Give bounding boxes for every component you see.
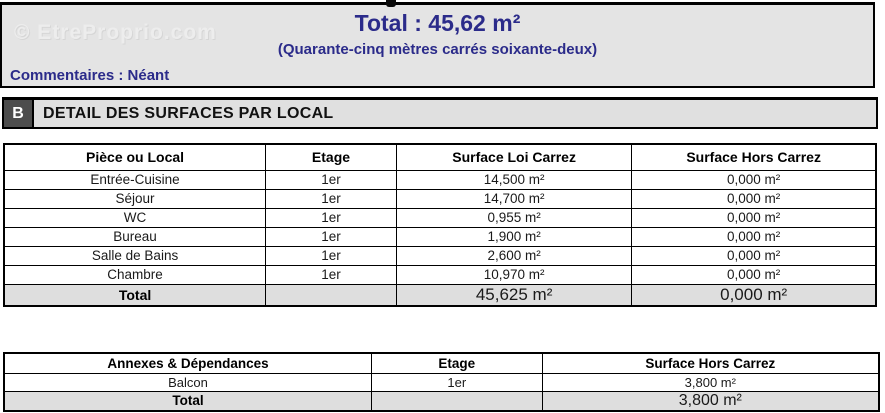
cell-hors: 0,000 m² xyxy=(632,208,876,227)
table-row xyxy=(4,170,876,189)
cell-etage: 1er xyxy=(372,373,543,391)
total-label: Total xyxy=(4,391,372,411)
table-row xyxy=(4,373,879,391)
total-etage-empty xyxy=(266,284,397,306)
header-surface-loi-carrez: Surface Loi Carrez xyxy=(396,144,631,170)
section-b-header xyxy=(2,97,878,129)
cell-etage: 1er xyxy=(266,170,397,189)
total-hors-value: 0,000 m² xyxy=(632,284,876,306)
table-row xyxy=(4,265,876,284)
cell-piece: Salle de Bains xyxy=(4,246,266,265)
watermark-text: © EtreProprio.com xyxy=(14,21,217,44)
annexes-table xyxy=(3,352,880,412)
section-title: DETAIL DES SURFACES PAR LOCAL xyxy=(43,104,334,122)
cell-etage: 1er xyxy=(266,246,397,265)
comments-line: Commentaires : Néant xyxy=(10,67,170,85)
summary-panel xyxy=(0,2,875,88)
total-etage-empty xyxy=(372,391,543,411)
header-piece-ou-local: Pièce ou Local xyxy=(4,144,266,170)
annexes-header-row xyxy=(4,353,879,373)
total-label: Total xyxy=(4,284,266,306)
cell-carrez: 2,600 m² xyxy=(396,246,631,265)
surfaces-header-row xyxy=(4,144,876,170)
cell-hors: 0,000 m² xyxy=(632,189,876,208)
cell-hors: 0,000 m² xyxy=(632,265,876,284)
total-hors-value: 3,800 m² xyxy=(542,391,879,411)
table-row xyxy=(4,208,876,227)
header-etage: Etage xyxy=(266,144,397,170)
cell-hors: 0,000 m² xyxy=(632,227,876,246)
surfaces-total-row xyxy=(4,284,876,306)
cell-annexe: Balcon xyxy=(4,373,372,391)
total-surface-in-words: (Quarante-cinq mètres carrés soixante-deux) xyxy=(277,41,598,59)
cell-carrez: 10,970 m² xyxy=(396,265,631,284)
cell-hors: 3,800 m² xyxy=(542,373,879,391)
surfaces-table xyxy=(3,143,877,307)
total-carrez-value: 45,625 m² xyxy=(396,284,631,306)
table-row xyxy=(4,227,876,246)
cell-piece: WC xyxy=(4,208,266,227)
cell-carrez: 14,700 m² xyxy=(396,189,631,208)
table-row xyxy=(4,246,876,265)
cell-hors: 0,000 m² xyxy=(632,246,876,265)
cell-piece: Chambre xyxy=(4,265,266,284)
cell-piece: Séjour xyxy=(4,189,266,208)
header-surface-hors-carrez: Surface Hors Carrez xyxy=(632,144,876,170)
section-letter-badge: B xyxy=(4,100,34,127)
cell-etage: 1er xyxy=(266,265,397,284)
header-annexes-dependances: Annexes & Dépendances xyxy=(4,353,372,373)
cell-carrez: 1,900 m² xyxy=(396,227,631,246)
header-etage: Etage xyxy=(372,353,543,373)
total-surface-heading: Total : 45,62 m² xyxy=(354,10,521,36)
cell-carrez: 14,500 m² xyxy=(396,170,631,189)
cell-carrez: 0,955 m² xyxy=(396,208,631,227)
cell-etage: 1er xyxy=(266,189,397,208)
annexes-total-row xyxy=(4,391,879,411)
cropped-text-remnant xyxy=(386,0,396,7)
cell-etage: 1er xyxy=(266,208,397,227)
cell-piece: Bureau xyxy=(4,227,266,246)
table-row xyxy=(4,189,876,208)
cell-hors: 0,000 m² xyxy=(632,170,876,189)
cell-etage: 1er xyxy=(266,227,397,246)
cell-piece: Entrée-Cuisine xyxy=(4,170,266,189)
header-surface-hors-carrez: Surface Hors Carrez xyxy=(542,353,879,373)
